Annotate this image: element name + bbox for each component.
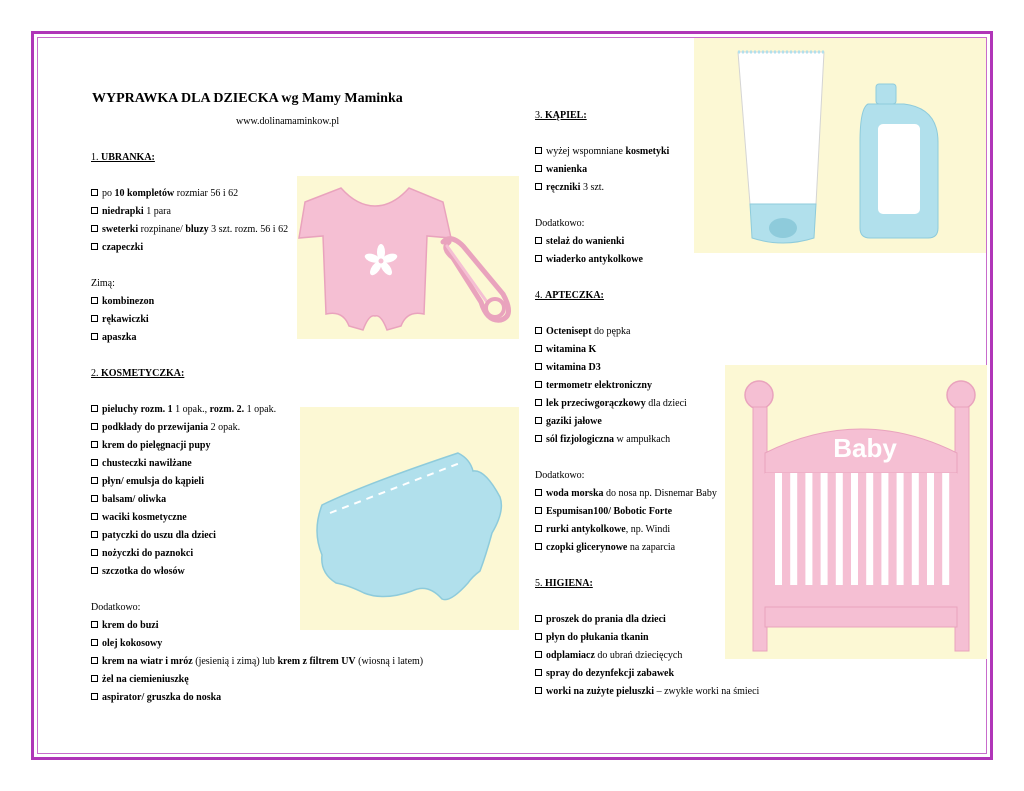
checklist-item <box>535 395 687 413</box>
item-text: wyżej wspomniane <box>546 146 626 157</box>
section-heading <box>91 365 184 383</box>
checklist-item <box>91 509 187 527</box>
section-heading <box>535 107 587 125</box>
subheading: Dodatkowo: <box>535 470 585 481</box>
checkbox-icon <box>535 489 542 496</box>
checklist-item <box>91 437 210 455</box>
item-text: czapeczki <box>102 242 144 253</box>
checklist-item <box>91 635 162 653</box>
checkbox-icon <box>535 255 542 262</box>
item-text: witamina D3 <box>546 362 601 373</box>
crib-slat <box>866 473 873 585</box>
item-text: lek przeciwgorączkowy <box>546 398 646 409</box>
checkbox-icon <box>91 513 98 520</box>
item-text: 1 opak., <box>172 404 210 415</box>
item-text: 3 szt. <box>580 182 605 193</box>
checkbox-icon <box>91 477 98 484</box>
item-text: wiaderko antykolkowe <box>546 254 643 265</box>
checklist-item <box>91 293 154 311</box>
checklist-item <box>91 311 149 329</box>
subheading: Dodatkowo: <box>535 218 585 229</box>
checklist-item <box>91 563 185 581</box>
item-text: odplamiacz <box>546 650 595 661</box>
item-text: apaszka <box>102 332 137 343</box>
checklist-item <box>535 485 717 503</box>
item-text: sweterki <box>102 224 139 235</box>
section-number: 5. <box>535 578 545 589</box>
checkbox-icon <box>91 243 98 250</box>
checklist-item <box>535 413 602 431</box>
section-label: KĄPIEL: <box>545 110 587 121</box>
item-text: kosmetyki <box>625 146 670 157</box>
item-text: rozmiar 56 i 62 <box>174 188 239 199</box>
item-text: do nosa np. Disnemar Baby <box>603 488 717 499</box>
checkbox-icon <box>91 639 98 646</box>
checkbox-icon <box>91 423 98 430</box>
checkbox-icon <box>91 657 98 664</box>
item-text: podkłady do przewijania <box>102 422 209 433</box>
checklist-item <box>91 473 204 491</box>
section-heading <box>91 149 155 167</box>
bodysuit-illustration <box>297 176 519 339</box>
section-heading <box>535 575 593 593</box>
item-text: do ubrań dziecięcych <box>594 650 683 661</box>
checkbox-icon <box>535 435 542 442</box>
checklist-item <box>91 689 221 707</box>
item-text: 1 opak. <box>244 404 277 415</box>
checklist-item <box>535 233 624 251</box>
item-text: olej kokosowy <box>102 638 163 649</box>
checkbox-icon <box>91 441 98 448</box>
item-text: krem do pielęgnacji pupy <box>102 440 211 451</box>
checklist-item <box>535 359 601 377</box>
checklist-item <box>535 503 672 521</box>
item-text: gaziki jałowe <box>546 416 602 427</box>
checkbox-icon <box>91 207 98 214</box>
item-text: rozm. 2. <box>209 404 245 415</box>
checkbox-icon <box>91 495 98 502</box>
section-number: 2. <box>91 368 101 379</box>
checkbox-icon <box>535 507 542 514</box>
checklist-item <box>535 251 643 269</box>
checkbox-icon <box>535 147 542 154</box>
crib-slat <box>881 473 888 585</box>
checkbox-icon <box>535 237 542 244</box>
checklist-item <box>91 671 189 689</box>
item-text: czopki glicerynowe <box>546 542 628 553</box>
item-text: żel na ciemieniuszkę <box>102 674 189 685</box>
checklist-item <box>91 455 192 473</box>
checkbox-icon <box>91 297 98 304</box>
item-text: krem z filtrem UV <box>277 656 356 667</box>
website-url: www.dolinamaminkow.pl <box>236 116 340 127</box>
item-text: krem na wiatr i mróz <box>102 656 193 667</box>
checklist-item <box>91 491 166 509</box>
checklist-item <box>535 521 670 539</box>
section-number: 1. <box>91 152 101 163</box>
checklist-item <box>535 629 649 647</box>
item-text: płyn/ emulsja do kąpieli <box>102 476 204 487</box>
crib-illustration <box>725 365 987 659</box>
checklist-item <box>91 203 171 221</box>
item-text: 3 szt. rozm. 56 i 62 <box>208 224 289 235</box>
checklist-item <box>91 221 288 239</box>
checklist-item <box>91 419 240 437</box>
crib-slat <box>912 473 919 585</box>
crib-slat <box>805 473 812 585</box>
checklist-item <box>91 653 423 671</box>
item-text: woda morska <box>546 488 604 499</box>
checkbox-icon <box>91 405 98 412</box>
checkbox-icon <box>91 189 98 196</box>
item-text: patyczki do uszu dla dzieci <box>102 530 216 541</box>
crib-baby-text: Baby <box>833 433 897 463</box>
item-text: dla dzieci <box>645 398 687 409</box>
item-text: – zwykłe worki na śmieci <box>654 686 760 697</box>
checkbox-icon <box>535 687 542 694</box>
checklist-item <box>535 431 670 449</box>
item-text: sól fizjologiczna <box>546 434 615 445</box>
checkbox-icon <box>535 327 542 334</box>
checklist-item <box>91 545 193 563</box>
section-label: APTECZKA: <box>545 290 604 301</box>
diaper-illustration <box>300 407 519 630</box>
checklist-item <box>535 683 759 701</box>
checkbox-icon <box>91 459 98 466</box>
checkbox-icon <box>535 381 542 388</box>
item-text: kombinezon <box>102 296 155 307</box>
item-text: Espumisan100/ Bobotic Forte <box>546 506 673 517</box>
item-text: 1 para <box>143 206 171 217</box>
bath-background <box>694 38 986 253</box>
item-text: nożyczki do paznokci <box>102 548 194 559</box>
item-text: bluzy <box>185 224 209 235</box>
checkbox-icon <box>91 567 98 574</box>
item-text: stelaż do wanienki <box>546 236 625 247</box>
crib-slat <box>790 473 797 585</box>
item-text: krem do buzi <box>102 620 159 631</box>
checkbox-icon <box>91 549 98 556</box>
checkbox-icon <box>535 183 542 190</box>
checkbox-icon <box>535 399 542 406</box>
item-text: pieluchy rozm. 1 <box>102 404 173 415</box>
section-number: 4. <box>535 290 545 301</box>
crib-slat <box>927 473 934 585</box>
checklist-item <box>535 161 587 179</box>
item-text: na zaparcia <box>627 542 676 553</box>
item-text: chusteczki nawilżane <box>102 458 192 469</box>
crib-slat <box>942 473 949 585</box>
checkbox-icon <box>535 525 542 532</box>
item-text: wanienka <box>546 164 588 175</box>
item-text: , np. Windi <box>625 524 671 535</box>
section-heading <box>535 287 604 305</box>
item-text: Octenisept <box>546 326 592 337</box>
item-text: witamina K <box>546 344 597 355</box>
crib-slat <box>775 473 782 585</box>
checklist-item <box>535 143 669 161</box>
crib-slat <box>821 473 828 585</box>
checkbox-icon <box>91 333 98 340</box>
checkbox-icon <box>91 225 98 232</box>
checklist-item <box>91 617 159 635</box>
item-text: balsam/ oliwka <box>102 494 167 505</box>
checklist-item <box>535 647 682 665</box>
checkbox-icon <box>91 315 98 322</box>
subheading: Dodatkowo: <box>91 602 141 613</box>
checkbox-icon <box>535 417 542 424</box>
checklist-item <box>91 329 136 347</box>
item-text: 2 opak. <box>208 422 241 433</box>
item-text: szczotka do włosów <box>102 566 185 577</box>
crib-slat <box>897 473 904 585</box>
document-title: WYPRAWKA DLA DZIECKA wg Mamy Maminka <box>92 91 403 106</box>
item-text: rozpinane/ <box>138 224 186 235</box>
checkbox-icon <box>535 615 542 622</box>
checkbox-icon <box>91 621 98 628</box>
section-label: UBRANKA: <box>101 152 155 163</box>
bath-products-illustration <box>694 38 986 253</box>
item-text: (wiosną i latem) <box>355 656 424 667</box>
crib-slat <box>836 473 843 585</box>
checklist-item <box>535 539 675 557</box>
checklist-item <box>535 179 604 197</box>
lotion-tube-icon <box>738 52 824 243</box>
section-number: 3. <box>535 110 545 121</box>
item-text: w ampułkach <box>614 434 671 445</box>
section-label: KOSMETYCZKA: <box>101 368 185 379</box>
checklist-item <box>91 185 238 203</box>
checklist-item <box>535 323 630 341</box>
item-text: waciki kosmetyczne <box>102 512 187 523</box>
item-text: (jesienią i zimą) lub <box>192 656 278 667</box>
checklist-item <box>91 527 216 545</box>
checkbox-icon <box>535 633 542 640</box>
checkbox-icon <box>535 165 542 172</box>
checklist-item <box>535 341 596 359</box>
checkbox-icon <box>91 531 98 538</box>
checkbox-icon <box>535 543 542 550</box>
checkbox-icon <box>535 669 542 676</box>
item-text: do pępka <box>591 326 631 337</box>
item-text: proszek do prania dla dzieci <box>546 614 666 625</box>
checkbox-icon <box>91 675 98 682</box>
item-text: aspirator/ gruszka do noska <box>102 692 222 703</box>
checklist-item <box>91 401 276 419</box>
item-text: spray do dezynfekcji zabawek <box>546 668 675 679</box>
crib-slat <box>851 473 858 585</box>
checklist-item <box>91 239 143 257</box>
checklist-item <box>535 377 652 395</box>
item-text: termometr elektroniczny <box>546 380 652 391</box>
item-text: rurki antykolkowe <box>546 524 626 535</box>
checkbox-icon <box>535 363 542 370</box>
section-label: HIGIENA: <box>545 578 593 589</box>
item-text: po <box>102 188 115 199</box>
subheading: Zimą: <box>91 278 115 289</box>
item-text: worki na zużyte pieluszki <box>546 686 655 697</box>
checkbox-icon <box>91 693 98 700</box>
item-text: niedrapki <box>102 206 144 217</box>
checklist-item <box>535 611 666 629</box>
checkbox-icon <box>535 345 542 352</box>
item-text: płyn do płukania tkanin <box>546 632 649 643</box>
item-text: ręczniki <box>546 182 581 193</box>
item-text: 10 kompletów <box>114 188 175 199</box>
item-text: rękawiczki <box>102 314 149 325</box>
checklist-item <box>535 665 674 683</box>
checkbox-icon <box>535 651 542 658</box>
